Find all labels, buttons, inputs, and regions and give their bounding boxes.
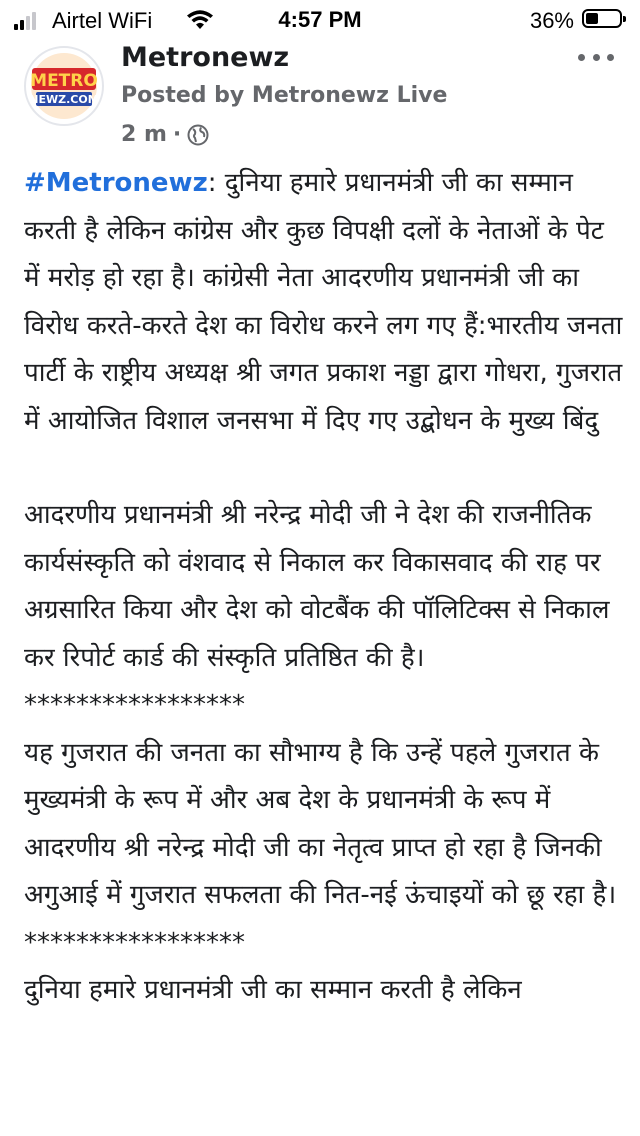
paragraph-gap (24, 445, 624, 492)
battery-icon (582, 9, 622, 28)
posted-by[interactable]: Posted by Metronewz Live (121, 83, 448, 108)
clock: 4:57 PM (278, 7, 362, 32)
more-dot (593, 54, 600, 61)
separator-line: ***************** (24, 927, 245, 958)
more-dot (607, 54, 614, 61)
post-timestamp[interactable]: 2 m (121, 122, 167, 147)
post-paragraph: यह गुजरात की जनता का सौभाग्य है कि उन्हें पहले गुजरात के मुख्यमंत्री के रूप में और अब देश के प्रधानमंत्री के रूप में आदरणीय श्री नरेन्द्र मोदी जी का नेतृत्व प्राप्त हो रहा है जिनकी अगुआई में गुजरात सफलता की नित-नई ऊंचाइयों को छू रहा है। (24, 737, 617, 910)
more-dot (578, 54, 585, 61)
post-paragraph: दुनिया हमारे प्रधानमंत्री जी का सम्मान करती है लेकिन (24, 975, 522, 1005)
page-name[interactable]: Metronewz (121, 42, 290, 73)
svg-text:NEWZ.COM: NEWZ.COM (29, 93, 99, 106)
hashtag-link[interactable]: #Metronewz (24, 168, 208, 198)
battery-percent: 36% (529, 8, 574, 33)
page-avatar[interactable] (24, 46, 104, 126)
intro-text: : दुनिया हमारे प्रधानमंत्री जी का सम्मान करती है लेकिन कांग्रेस और कुछ विपक्षी दलों के नेताओं के पेट में मरोड़ हो रहा है। कांग्रेसी नेता आदरणीय प्रधानमंत्री जी का विरोध करते-करते देश का विरोध करने लग गए हैं:भारतीय जनता पार्टी के राष्ट्रीय अध्यक्ष श्री जगत प्रकाश नड्डा द्वारा गोधरा, गुजरात में आयोजित विशाल जनसभा में दिए गए उद्बोधन के मुख्य बिंदु (24, 168, 623, 436)
svg-text:METRO: METRO (30, 71, 98, 91)
post-paragraph: आदरणीय प्रधानमंत्री श्री नरेन्द्र मोदी जी ने देश की राजनीतिक कार्यसंस्कृति को वंशवाद से निकाल कर विकासवाद की राह पर अग्रसारित किया और देश को वोटबैंक की पॉलिटिक्स से निकाल कर रिपोर्ट कार्ड की संस्कृति प्रतिष्ठित की है। (24, 500, 610, 673)
post-body (24, 160, 624, 1015)
separator-line: ***************** (24, 690, 245, 720)
post-header (0, 40, 640, 160)
carrier-name: Airtel WiFi (52, 8, 153, 33)
more-options-button[interactable] (578, 42, 614, 72)
meta-separator: · (172, 122, 182, 147)
status-bar (0, 0, 640, 40)
post-intro (24, 160, 624, 445)
globe-icon (187, 124, 209, 146)
post-meta (121, 122, 209, 147)
metronewz-logo (26, 48, 102, 124)
